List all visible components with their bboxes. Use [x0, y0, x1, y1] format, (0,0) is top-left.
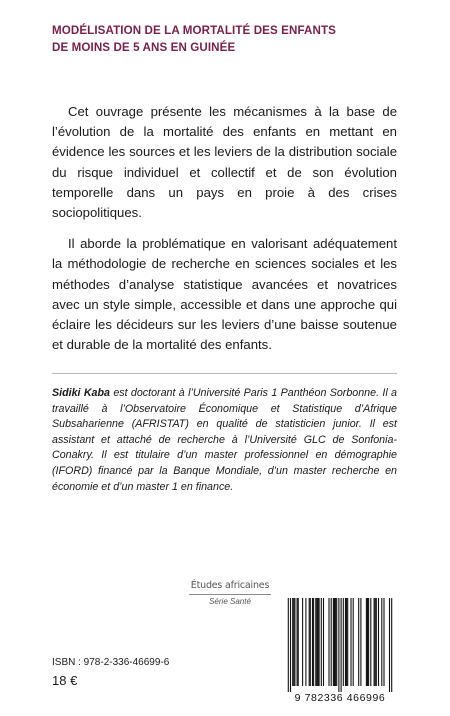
- barcode-bar: [389, 598, 390, 692]
- book-summary: [52, 102, 397, 366]
- barcode-bar: [370, 598, 371, 686]
- barcode-bar: [321, 598, 322, 686]
- series-divider: [189, 594, 271, 595]
- barcode-bar: [338, 598, 339, 692]
- barcode-bar: [378, 598, 379, 686]
- barcode-bar: [294, 598, 295, 686]
- barcode-bar: [381, 598, 382, 686]
- barcode-bar: [328, 598, 329, 686]
- series-subtitle: Série Santé: [209, 597, 251, 606]
- author-name: Sidiki Kaba: [52, 387, 110, 399]
- barcode-bar: [368, 598, 369, 686]
- barcode-bar: [343, 598, 344, 686]
- barcode-bar: [335, 598, 336, 686]
- title-line-2: DE MOINS DE 5 ANS EN GUINÉE: [52, 41, 236, 54]
- barcode: [283, 598, 397, 706]
- barcode-bar: [353, 598, 354, 686]
- barcode-bar: [298, 598, 299, 686]
- price: 18 €: [52, 673, 78, 688]
- barcode-bar: [374, 598, 375, 686]
- barcode-bar: [391, 598, 392, 692]
- author-biography: [52, 386, 397, 495]
- barcode-bar: [333, 598, 334, 686]
- barcode-digits: 9 782336 466996: [294, 692, 386, 704]
- barcode-bar: [336, 598, 337, 686]
- barcode-bar: [313, 598, 314, 686]
- barcode-bar: [350, 598, 351, 686]
- barcode-bar: [310, 598, 311, 686]
- barcode-bar: [312, 598, 313, 686]
- barcode-bar: [341, 598, 342, 692]
- barcode-bar: [367, 598, 368, 686]
- barcode-bar: [297, 598, 298, 686]
- barcode-bar: [383, 598, 384, 686]
- barcode-bar: [316, 598, 317, 686]
- barcode-bar: [375, 598, 376, 686]
- barcode-bar: [334, 598, 335, 686]
- barcode-bar: [288, 598, 289, 692]
- barcode-bar: [347, 598, 348, 686]
- summary-paragraph-2: Il aborde la problématique en valorisant adéquatement la méthodologie de recherche en sciences sociales et les méthodes d’analyse statistique avancées et novatrices avec un style simple, accessible et dans une approche qui éclaire les décideurs sur les leviers d’une baisse soutenue et durable de la mortalité des enfants.: [52, 236, 397, 353]
- barcode-bar: [315, 598, 316, 686]
- book-title: [52, 22, 412, 56]
- barcode-bar: [331, 598, 332, 686]
- summary-paragraph-1: Cet ouvrage présente les mécanismes à la base de l’évolution de la mortalité des enfants en mettant en évidence les sources et les leviers de la distribution sociale du risque individuel et collectif et de son évolution temporelle dans un pays en proie à des crises sociopolitiques.: [52, 104, 397, 221]
- author-bio-text: est doctorant à l’Université Paris 1 Panthéon Sorbonne. Il a travaillé à l’Observatoire Économique et Statistique d’Afrique Subsaharienne (AFRISTAT) en qualité de statisticien junior. Il est assistant et attaché de recherche à l’Université GLC de Sonfonia-Conakry. Il est titulaire d’un master professionnel en démographie (IFORD) financé par la Banque Mondiale, d’un master recherche en économie et d’un master 1 en finance.: [52, 387, 397, 493]
- barcode-bars: [283, 598, 397, 692]
- barcode-bar: [292, 598, 293, 686]
- barcode-bar: [305, 598, 306, 686]
- barcode-bar: [346, 598, 347, 686]
- barcode-bar: [358, 598, 359, 686]
- barcode-bar: [360, 598, 361, 686]
- barcode-bar: [302, 598, 303, 686]
- barcode-bar: [376, 598, 377, 686]
- barcode-bar: [317, 598, 318, 686]
- barcode-bar: [366, 598, 367, 686]
- barcode-bar: [309, 598, 310, 686]
- barcode-bar: [323, 598, 324, 686]
- barcode-bar: [345, 598, 346, 686]
- section-divider: [52, 373, 397, 374]
- barcode-bar: [290, 598, 291, 692]
- title-line-1: MODÉLISATION DE LA MORTALITÉ DES ENFANTS: [52, 24, 336, 37]
- barcode-bar: [293, 598, 294, 686]
- barcode-bar: [319, 598, 320, 686]
- isbn: ISBN : 978-2-336-46699-6: [52, 657, 170, 668]
- series-name: Études africaines: [190, 580, 270, 591]
